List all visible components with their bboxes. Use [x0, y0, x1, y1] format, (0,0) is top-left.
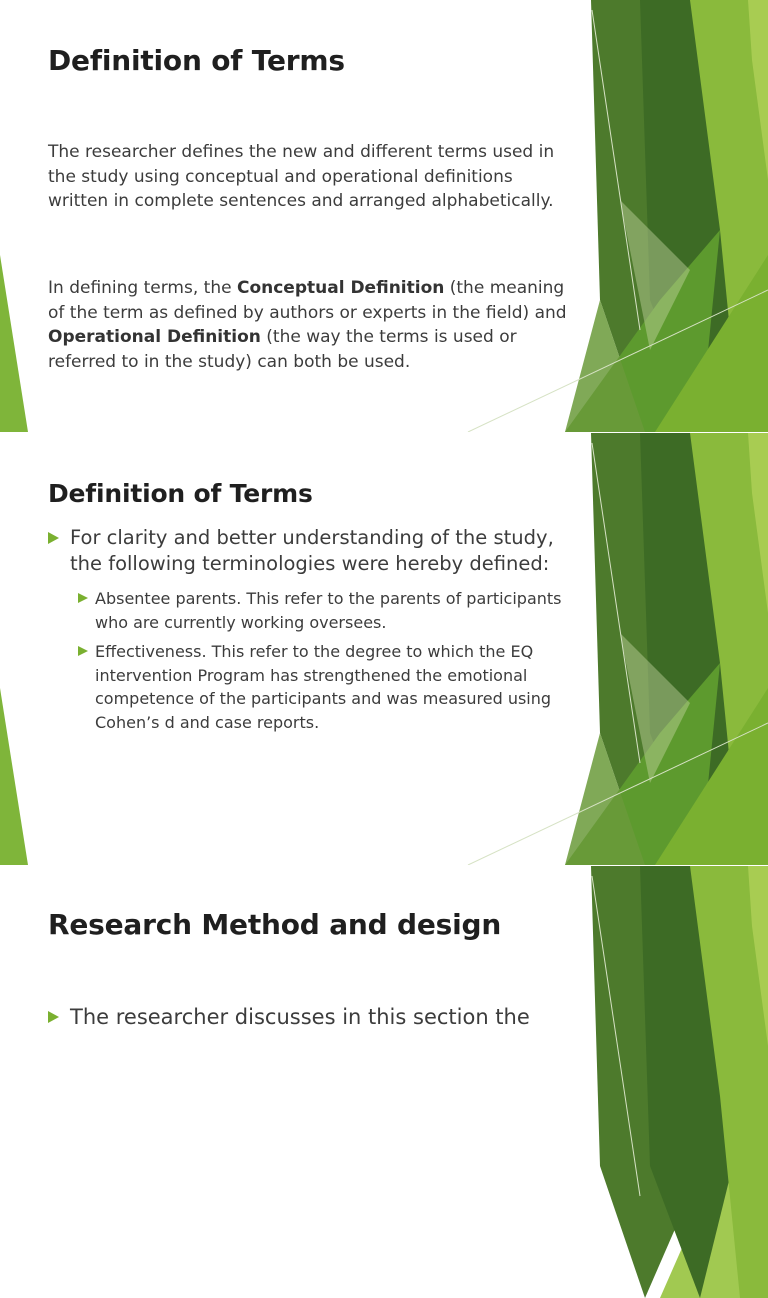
body-paragraph: The researcher defines the new and different terms used in the study using conceptual and operational definitions written in complete sentences and arranged alphabetically. [48, 142, 555, 211]
sub-bullet-item: Absentee parents. This refer to the parents of participants who are currently working oversees. [78, 587, 578, 634]
slide-title: Definition of Terms [48, 44, 345, 77]
triangle-bullet-icon [78, 646, 88, 656]
bullet-item: The researcher discusses in this section the [48, 1004, 578, 1030]
slide-3 [0, 866, 768, 1298]
slide-2 [0, 433, 768, 865]
operational-definition-term: Operational Definition [48, 327, 261, 347]
slide-title: Definition of Terms [48, 479, 313, 508]
sub-bullet-item: Effectiveness. This refer to the degree to which the EQ intervention Program has strengthened the emotional competence of the participants and was measured using Cohen’s d and case reports. [78, 640, 578, 734]
slide-1 [0, 0, 768, 432]
triangle-bullet-icon [48, 532, 59, 544]
triangle-bullet-icon [48, 1011, 59, 1023]
bullet-item: For clarity and better understanding of the study, the following terminologies were hereby defined: [48, 525, 578, 577]
slide-title: Research Method and design [48, 908, 502, 941]
triangle-bullet-icon [78, 593, 88, 603]
conceptual-definition-term: Conceptual Definition [236, 278, 445, 298]
body-paragraph: In defining terms, the Conceptual Definition (the meaning of the term as defined by authors or experts in the field) and Operational Definition (the way the terms is used or referred to in the study) can both be used. [48, 278, 567, 372]
